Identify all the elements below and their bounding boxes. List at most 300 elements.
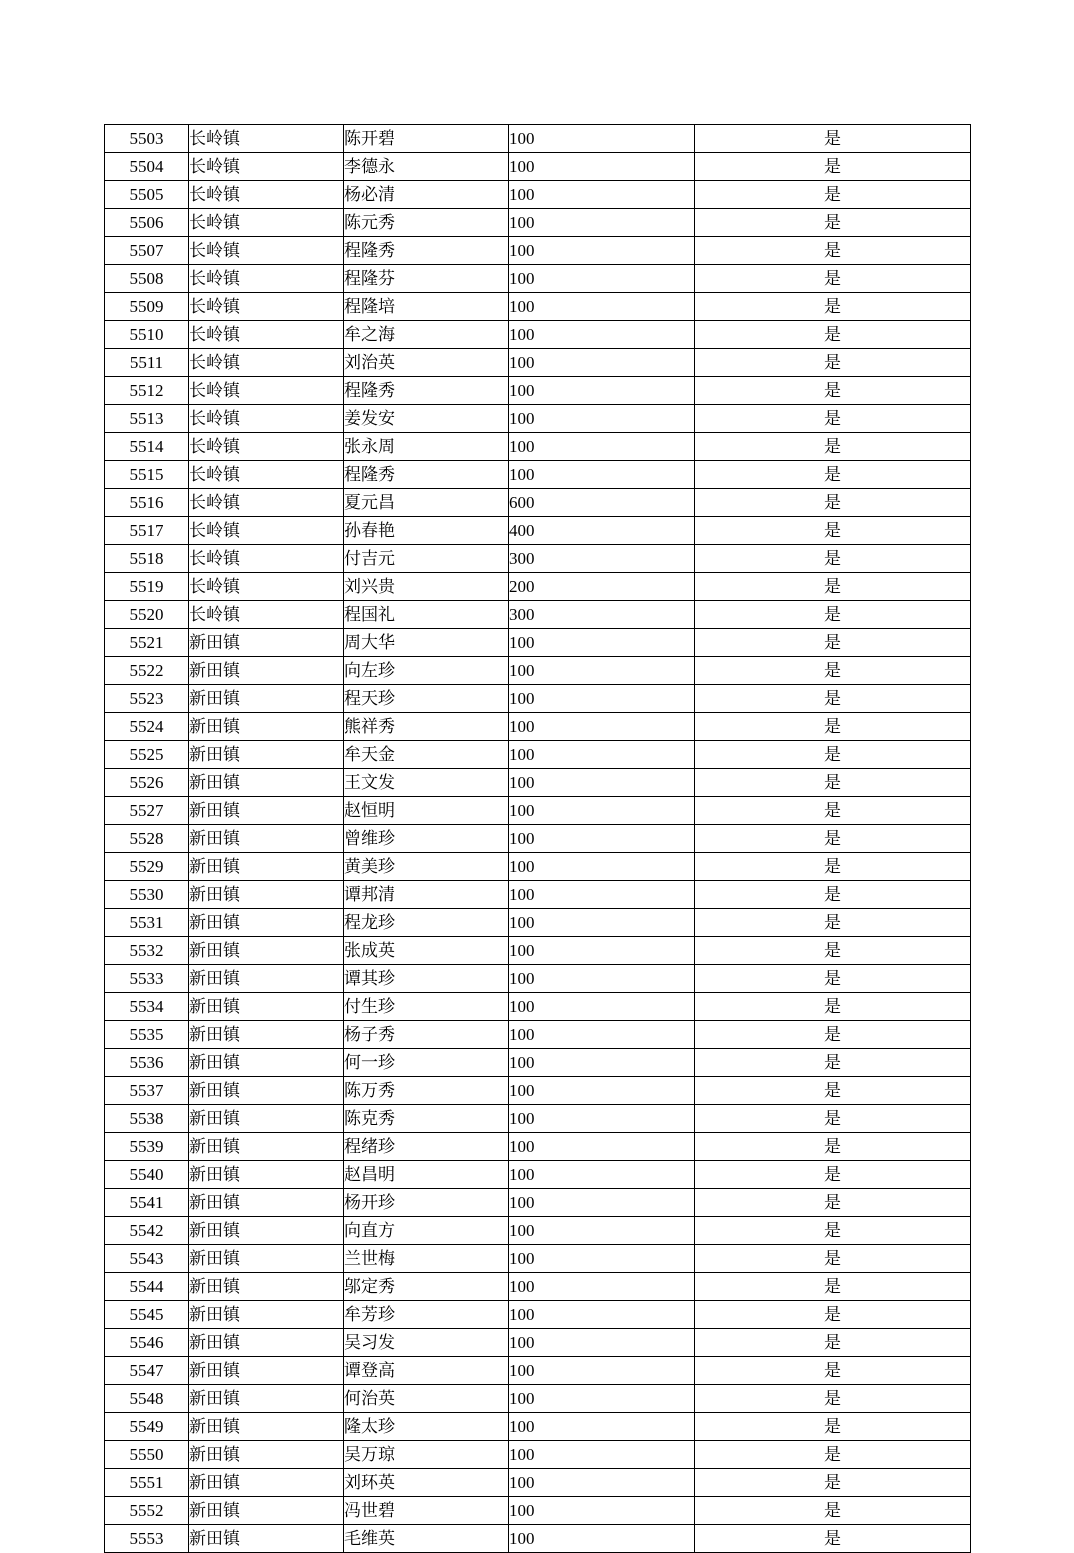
- cell-flag: 是: [695, 1357, 971, 1385]
- cell-id: 5524: [105, 713, 189, 741]
- cell-town: 新田镇: [189, 797, 344, 825]
- cell-id: 5523: [105, 685, 189, 713]
- cell-name: 吴万琼: [344, 1441, 509, 1469]
- cell-town: 长岭镇: [189, 433, 344, 461]
- table-container: [104, 124, 970, 1553]
- cell-flag: 是: [695, 1049, 971, 1077]
- cell-amount: 400: [509, 517, 695, 545]
- cell-amount: 100: [509, 1189, 695, 1217]
- cell-flag: 是: [695, 993, 971, 1021]
- cell-name: 程隆秀: [344, 237, 509, 265]
- cell-town: 长岭镇: [189, 601, 344, 629]
- cell-town: 长岭镇: [189, 377, 344, 405]
- table-row: [105, 965, 971, 993]
- cell-amount: 100: [509, 1469, 695, 1497]
- cell-flag: 是: [695, 601, 971, 629]
- cell-id: 5511: [105, 349, 189, 377]
- table-row: [105, 1021, 971, 1049]
- cell-name: 杨子秀: [344, 1021, 509, 1049]
- table-row: [105, 825, 971, 853]
- cell-flag: 是: [695, 517, 971, 545]
- cell-amount: 200: [509, 573, 695, 601]
- cell-id: 5505: [105, 181, 189, 209]
- cell-amount: 100: [509, 741, 695, 769]
- cell-name: 向直方: [344, 1217, 509, 1245]
- cell-name: 刘兴贵: [344, 573, 509, 601]
- cell-flag: 是: [695, 1329, 971, 1357]
- cell-town: 长岭镇: [189, 153, 344, 181]
- cell-town: 新田镇: [189, 1217, 344, 1245]
- cell-name: 邬定秀: [344, 1273, 509, 1301]
- cell-amount: 100: [509, 881, 695, 909]
- cell-town: 长岭镇: [189, 181, 344, 209]
- cell-id: 5508: [105, 265, 189, 293]
- cell-id: 5552: [105, 1497, 189, 1525]
- cell-flag: 是: [695, 1189, 971, 1217]
- cell-name: 吴习发: [344, 1329, 509, 1357]
- cell-id: 5510: [105, 321, 189, 349]
- cell-id: 5551: [105, 1469, 189, 1497]
- table-row: [105, 237, 971, 265]
- cell-flag: 是: [695, 1385, 971, 1413]
- cell-town: 长岭镇: [189, 349, 344, 377]
- cell-town: 长岭镇: [189, 321, 344, 349]
- table-row: [105, 1441, 971, 1469]
- cell-flag: 是: [695, 1217, 971, 1245]
- cell-id: 5518: [105, 545, 189, 573]
- cell-town: 长岭镇: [189, 125, 344, 153]
- cell-amount: 300: [509, 545, 695, 573]
- cell-amount: 100: [509, 909, 695, 937]
- cell-flag: 是: [695, 965, 971, 993]
- cell-id: 5521: [105, 629, 189, 657]
- table-row: [105, 1413, 971, 1441]
- cell-amount: 100: [509, 853, 695, 881]
- table-row: [105, 601, 971, 629]
- cell-flag: 是: [695, 1413, 971, 1441]
- cell-amount: 100: [509, 1357, 695, 1385]
- cell-name: 赵昌明: [344, 1161, 509, 1189]
- cell-id: 5513: [105, 405, 189, 433]
- cell-town: 长岭镇: [189, 405, 344, 433]
- table-row: [105, 1133, 971, 1161]
- cell-amount: 100: [509, 153, 695, 181]
- cell-name: 付吉元: [344, 545, 509, 573]
- cell-id: 5543: [105, 1245, 189, 1273]
- cell-amount: 100: [509, 825, 695, 853]
- cell-name: 陈克秀: [344, 1105, 509, 1133]
- table-row: [105, 545, 971, 573]
- table-row: [105, 1329, 971, 1357]
- cell-name: 谭其珍: [344, 965, 509, 993]
- cell-amount: 300: [509, 601, 695, 629]
- beneficiary-table: [104, 124, 971, 1553]
- cell-town: 新田镇: [189, 1245, 344, 1273]
- cell-id: 5544: [105, 1273, 189, 1301]
- cell-id: 5542: [105, 1217, 189, 1245]
- cell-flag: 是: [695, 1105, 971, 1133]
- table-row: [105, 405, 971, 433]
- cell-amount: 100: [509, 629, 695, 657]
- cell-name: 何一珍: [344, 1049, 509, 1077]
- cell-id: 5528: [105, 825, 189, 853]
- cell-name: 毛维英: [344, 1525, 509, 1553]
- cell-id: 5541: [105, 1189, 189, 1217]
- cell-town: 长岭镇: [189, 265, 344, 293]
- table-row: [105, 1217, 971, 1245]
- cell-name: 刘环英: [344, 1469, 509, 1497]
- cell-id: 5516: [105, 489, 189, 517]
- cell-id: 5519: [105, 573, 189, 601]
- cell-id: 5535: [105, 1021, 189, 1049]
- cell-amount: 100: [509, 237, 695, 265]
- cell-town: 新田镇: [189, 937, 344, 965]
- table-row: [105, 1469, 971, 1497]
- cell-amount: 100: [509, 685, 695, 713]
- cell-town: 新田镇: [189, 965, 344, 993]
- cell-town: 新田镇: [189, 825, 344, 853]
- cell-id: 5537: [105, 1077, 189, 1105]
- cell-amount: 100: [509, 1525, 695, 1553]
- cell-id: 5530: [105, 881, 189, 909]
- cell-name: 何治英: [344, 1385, 509, 1413]
- cell-name: 向左珍: [344, 657, 509, 685]
- table-row: [105, 209, 971, 237]
- cell-flag: 是: [695, 1497, 971, 1525]
- cell-id: 5545: [105, 1301, 189, 1329]
- cell-town: 新田镇: [189, 1021, 344, 1049]
- cell-id: 5553: [105, 1525, 189, 1553]
- cell-flag: 是: [695, 489, 971, 517]
- cell-town: 新田镇: [189, 1161, 344, 1189]
- table-row: [105, 853, 971, 881]
- cell-name: 赵恒明: [344, 797, 509, 825]
- cell-town: 新田镇: [189, 685, 344, 713]
- cell-town: 新田镇: [189, 1049, 344, 1077]
- table-row: [105, 937, 971, 965]
- cell-town: 新田镇: [189, 1385, 344, 1413]
- cell-amount: 100: [509, 321, 695, 349]
- cell-flag: 是: [695, 377, 971, 405]
- cell-name: 牟之海: [344, 321, 509, 349]
- cell-flag: 是: [695, 1469, 971, 1497]
- cell-town: 新田镇: [189, 1105, 344, 1133]
- cell-amount: 100: [509, 1133, 695, 1161]
- cell-amount: 100: [509, 265, 695, 293]
- table-row: [105, 1273, 971, 1301]
- cell-flag: 是: [695, 1525, 971, 1553]
- table-body: [105, 125, 971, 1553]
- cell-amount: 100: [509, 209, 695, 237]
- cell-amount: 100: [509, 797, 695, 825]
- cell-town: 长岭镇: [189, 573, 344, 601]
- cell-name: 陈万秀: [344, 1077, 509, 1105]
- cell-id: 5540: [105, 1161, 189, 1189]
- cell-town: 长岭镇: [189, 293, 344, 321]
- cell-amount: 100: [509, 461, 695, 489]
- cell-flag: 是: [695, 349, 971, 377]
- cell-name: 隆太珍: [344, 1413, 509, 1441]
- cell-town: 新田镇: [189, 657, 344, 685]
- table-row: [105, 349, 971, 377]
- table-row: [105, 1301, 971, 1329]
- cell-flag: 是: [695, 769, 971, 797]
- table-row: [105, 153, 971, 181]
- table-row: [105, 1161, 971, 1189]
- cell-amount: 100: [509, 1441, 695, 1469]
- table-row: [105, 377, 971, 405]
- cell-name: 程隆芬: [344, 265, 509, 293]
- cell-name: 兰世梅: [344, 1245, 509, 1273]
- cell-id: 5539: [105, 1133, 189, 1161]
- cell-id: 5509: [105, 293, 189, 321]
- table-row: [105, 1245, 971, 1273]
- cell-name: 黄美珍: [344, 853, 509, 881]
- cell-flag: 是: [695, 797, 971, 825]
- cell-town: 新田镇: [189, 1301, 344, 1329]
- cell-amount: 100: [509, 1245, 695, 1273]
- cell-amount: 100: [509, 1049, 695, 1077]
- cell-flag: 是: [695, 321, 971, 349]
- cell-town: 长岭镇: [189, 209, 344, 237]
- table-row: [105, 993, 971, 1021]
- cell-name: 孙春艳: [344, 517, 509, 545]
- cell-town: 新田镇: [189, 1413, 344, 1441]
- cell-id: 5526: [105, 769, 189, 797]
- cell-id: 5525: [105, 741, 189, 769]
- cell-town: 新田镇: [189, 1077, 344, 1105]
- cell-amount: 100: [509, 769, 695, 797]
- cell-amount: 100: [509, 1385, 695, 1413]
- cell-flag: 是: [695, 461, 971, 489]
- cell-id: 5514: [105, 433, 189, 461]
- cell-town: 新田镇: [189, 741, 344, 769]
- cell-flag: 是: [695, 685, 971, 713]
- cell-name: 王文发: [344, 769, 509, 797]
- table-row: [105, 1049, 971, 1077]
- cell-name: 陈开碧: [344, 125, 509, 153]
- cell-id: 5531: [105, 909, 189, 937]
- table-row: [105, 769, 971, 797]
- cell-name: 程隆秀: [344, 461, 509, 489]
- cell-flag: 是: [695, 573, 971, 601]
- table-row: [105, 1497, 971, 1525]
- cell-amount: 100: [509, 405, 695, 433]
- cell-flag: 是: [695, 713, 971, 741]
- cell-amount: 100: [509, 1273, 695, 1301]
- cell-flag: 是: [695, 209, 971, 237]
- cell-town: 新田镇: [189, 1133, 344, 1161]
- table-row: [105, 685, 971, 713]
- table-row: [105, 321, 971, 349]
- table-row: [105, 797, 971, 825]
- cell-town: 新田镇: [189, 713, 344, 741]
- cell-town: 新田镇: [189, 1469, 344, 1497]
- cell-town: 新田镇: [189, 1497, 344, 1525]
- cell-flag: 是: [695, 1133, 971, 1161]
- cell-flag: 是: [695, 1441, 971, 1469]
- cell-amount: 100: [509, 349, 695, 377]
- cell-name: 冯世碧: [344, 1497, 509, 1525]
- cell-town: 新田镇: [189, 1329, 344, 1357]
- cell-amount: 100: [509, 293, 695, 321]
- cell-amount: 100: [509, 1497, 695, 1525]
- table-row: [105, 293, 971, 321]
- cell-name: 付生珍: [344, 993, 509, 1021]
- cell-amount: 100: [509, 1217, 695, 1245]
- cell-amount: 100: [509, 1077, 695, 1105]
- cell-amount: 100: [509, 433, 695, 461]
- cell-name: 牟天金: [344, 741, 509, 769]
- cell-flag: 是: [695, 741, 971, 769]
- table-row: [105, 1357, 971, 1385]
- cell-town: 新田镇: [189, 1273, 344, 1301]
- cell-flag: 是: [695, 433, 971, 461]
- cell-town: 新田镇: [189, 993, 344, 1021]
- cell-id: 5548: [105, 1385, 189, 1413]
- cell-town: 长岭镇: [189, 517, 344, 545]
- cell-name: 姜发安: [344, 405, 509, 433]
- cell-town: 新田镇: [189, 1357, 344, 1385]
- cell-id: 5534: [105, 993, 189, 1021]
- table-row: [105, 1105, 971, 1133]
- cell-name: 程龙珍: [344, 909, 509, 937]
- cell-town: 新田镇: [189, 769, 344, 797]
- cell-town: 新田镇: [189, 909, 344, 937]
- cell-flag: 是: [695, 657, 971, 685]
- cell-id: 5546: [105, 1329, 189, 1357]
- cell-flag: 是: [695, 181, 971, 209]
- cell-name: 程隆秀: [344, 377, 509, 405]
- cell-name: 夏元昌: [344, 489, 509, 517]
- cell-id: 5533: [105, 965, 189, 993]
- cell-id: 5549: [105, 1413, 189, 1441]
- cell-amount: 100: [509, 1329, 695, 1357]
- cell-flag: 是: [695, 1245, 971, 1273]
- cell-flag: 是: [695, 1273, 971, 1301]
- cell-name: 张永周: [344, 433, 509, 461]
- cell-name: 程隆培: [344, 293, 509, 321]
- cell-town: 新田镇: [189, 1189, 344, 1217]
- cell-id: 5504: [105, 153, 189, 181]
- cell-id: 5547: [105, 1357, 189, 1385]
- cell-id: 5512: [105, 377, 189, 405]
- cell-amount: 100: [509, 713, 695, 741]
- cell-name: 程绪珍: [344, 1133, 509, 1161]
- cell-name: 杨必清: [344, 181, 509, 209]
- cell-town: 长岭镇: [189, 461, 344, 489]
- table-row: [105, 713, 971, 741]
- cell-id: 5522: [105, 657, 189, 685]
- cell-name: 程国礼: [344, 601, 509, 629]
- cell-amount: 100: [509, 1105, 695, 1133]
- cell-amount: 600: [509, 489, 695, 517]
- table-row: [105, 1077, 971, 1105]
- cell-flag: 是: [695, 881, 971, 909]
- cell-id: 5506: [105, 209, 189, 237]
- cell-id: 5550: [105, 1441, 189, 1469]
- cell-amount: 100: [509, 993, 695, 1021]
- cell-flag: 是: [695, 153, 971, 181]
- table-row: [105, 657, 971, 685]
- table-row: [105, 881, 971, 909]
- cell-flag: 是: [695, 293, 971, 321]
- table-row: [105, 629, 971, 657]
- cell-name: 熊祥秀: [344, 713, 509, 741]
- cell-name: 曾维珍: [344, 825, 509, 853]
- cell-amount: 100: [509, 657, 695, 685]
- table-row: [105, 573, 971, 601]
- cell-flag: 是: [695, 125, 971, 153]
- cell-id: 5538: [105, 1105, 189, 1133]
- cell-id: 5507: [105, 237, 189, 265]
- table-row: [105, 433, 971, 461]
- cell-id: 5515: [105, 461, 189, 489]
- cell-amount: 100: [509, 1161, 695, 1189]
- cell-flag: 是: [695, 237, 971, 265]
- cell-town: 长岭镇: [189, 489, 344, 517]
- table-row: [105, 1189, 971, 1217]
- cell-id: 5503: [105, 125, 189, 153]
- cell-amount: 100: [509, 937, 695, 965]
- cell-id: 5527: [105, 797, 189, 825]
- cell-town: 新田镇: [189, 881, 344, 909]
- cell-flag: 是: [695, 405, 971, 433]
- cell-town: 长岭镇: [189, 237, 344, 265]
- cell-id: 5532: [105, 937, 189, 965]
- cell-town: 新田镇: [189, 1441, 344, 1469]
- cell-flag: 是: [695, 1077, 971, 1105]
- table-row: [105, 181, 971, 209]
- cell-name: 周大华: [344, 629, 509, 657]
- cell-flag: 是: [695, 825, 971, 853]
- cell-flag: 是: [695, 937, 971, 965]
- table-row: [105, 909, 971, 937]
- cell-amount: 100: [509, 1021, 695, 1049]
- cell-flag: 是: [695, 909, 971, 937]
- cell-flag: 是: [695, 629, 971, 657]
- table-row: [105, 1385, 971, 1413]
- cell-town: 新田镇: [189, 853, 344, 881]
- cell-name: 陈元秀: [344, 209, 509, 237]
- cell-id: 5517: [105, 517, 189, 545]
- cell-amount: 100: [509, 181, 695, 209]
- cell-flag: 是: [695, 1021, 971, 1049]
- cell-amount: 100: [509, 1413, 695, 1441]
- cell-flag: 是: [695, 1301, 971, 1329]
- cell-name: 谭登高: [344, 1357, 509, 1385]
- table-row: [105, 517, 971, 545]
- cell-amount: 100: [509, 377, 695, 405]
- table-row: [105, 1525, 971, 1553]
- cell-town: 长岭镇: [189, 545, 344, 573]
- cell-id: 5529: [105, 853, 189, 881]
- cell-name: 杨开珍: [344, 1189, 509, 1217]
- cell-id: 5536: [105, 1049, 189, 1077]
- cell-flag: 是: [695, 853, 971, 881]
- cell-name: 张成英: [344, 937, 509, 965]
- cell-name: 谭邦清: [344, 881, 509, 909]
- cell-amount: 100: [509, 965, 695, 993]
- table-row: [105, 741, 971, 769]
- cell-amount: 100: [509, 125, 695, 153]
- cell-town: 新田镇: [189, 1525, 344, 1553]
- cell-flag: 是: [695, 265, 971, 293]
- cell-town: 新田镇: [189, 629, 344, 657]
- cell-flag: 是: [695, 545, 971, 573]
- cell-flag: 是: [695, 1161, 971, 1189]
- cell-name: 李德永: [344, 153, 509, 181]
